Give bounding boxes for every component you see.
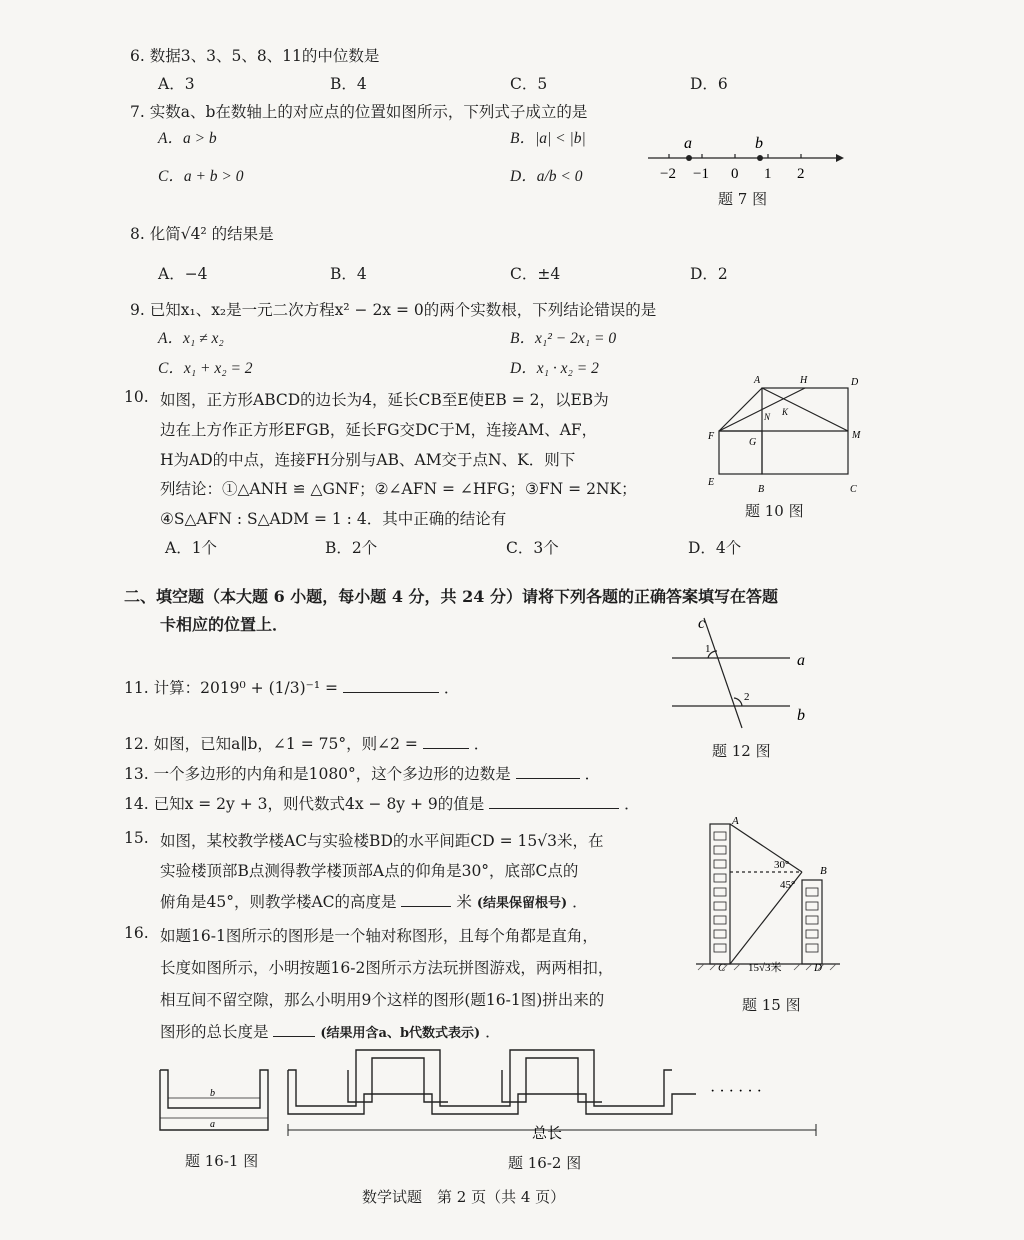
q15-label-a: A: [732, 815, 739, 827]
q10-label-h: H: [800, 375, 808, 386]
q12-stem: [124, 732, 489, 754]
q9-option-b: B．x₁² − 2x₁ = 0: [510, 330, 617, 347]
q10-option-b: B．2个: [325, 539, 378, 557]
q15-figure-caption: 题 15 图: [742, 996, 801, 1014]
q7-number: 7.: [130, 103, 145, 121]
q7-label-a: a: [684, 135, 692, 152]
q15-number: 15.: [124, 829, 149, 847]
q14-stem: [124, 792, 640, 814]
q10-label-g: G: [749, 437, 757, 448]
q8-option-a: A．−4: [158, 265, 208, 283]
q10-line-1: 如图，正方形ABCD的边长为4，延长CB至E使EB = 2，以EB为: [160, 391, 609, 409]
q8-stem: [130, 222, 274, 244]
q14-answer-blank[interactable]: [489, 794, 619, 809]
q15-label-30: 30°: [774, 859, 790, 871]
q13-number: 13.: [124, 765, 149, 783]
q16-1-label-a: a: [210, 1119, 215, 1130]
q6-option-a: A．3: [158, 75, 195, 93]
q15-label-b: B: [820, 865, 827, 877]
q16-line-4: 图形的总长度是: [160, 1023, 269, 1041]
q7-option-a: A．a > b: [158, 130, 217, 147]
q7-option-d: D．a/b < 0: [510, 168, 583, 185]
q9-option-d: D．x₁ · x₂ = 2: [510, 360, 599, 377]
q7-text: 实数a、b在数轴上的对应点的位置如图所示，下列式子成立的是: [149, 103, 588, 121]
q15-line-3: 俯角是45°，则教学楼AC的高度是: [160, 893, 397, 911]
q12-answer-blank[interactable]: [423, 734, 469, 749]
q7-tick-1: 1: [764, 166, 772, 182]
q7-option-c: C．a + b > 0: [158, 168, 244, 185]
q12-label-b: b: [797, 707, 805, 724]
section2-heading-cont: 卡相应的位置上．: [160, 615, 289, 634]
q9-option-c: C．x₁ + x₂ = 2: [158, 360, 253, 377]
q10-label-a: A: [754, 375, 761, 386]
q11-end: ．: [443, 679, 460, 697]
q8-option-c: C．±4: [510, 265, 561, 283]
q10-label-m: M: [852, 430, 861, 441]
q15-end: ．: [572, 893, 588, 911]
q16-line-3: 相互间不留空隙，那么小明用9个这样的图形(题16-1图)拼出来的: [160, 991, 605, 1009]
q7-tick-m2: −2: [660, 166, 676, 182]
q14-number: 14.: [124, 795, 149, 813]
q10-label-k: K: [782, 407, 789, 417]
q15-buildings-figure: [690, 808, 850, 988]
q13-end: ．: [584, 765, 601, 783]
q7-tick-m1: −1: [693, 166, 709, 182]
q10-label-b: B: [758, 484, 765, 495]
q10-label-d: D: [851, 377, 859, 388]
q15-note: (结果保留根号): [476, 896, 568, 911]
q12-figure-caption: 题 12 图: [712, 742, 771, 760]
q16-answer-blank[interactable]: [273, 1022, 315, 1037]
q15-label-c: C: [718, 962, 726, 974]
q15-line-2: 实验楼顶部B点测得教学楼顶部A点的仰角是30°，底部C点的: [160, 862, 579, 880]
q16-1-figure-caption: 题 16-1 图: [185, 1152, 259, 1170]
q16-note: (结果用含a、b代数式表示): [320, 1026, 481, 1041]
q12-label-2: 2: [744, 691, 750, 703]
q6-text: 数据3、3、5、8、11的中位数是: [149, 47, 380, 65]
q15-label-d: D: [814, 962, 822, 974]
q7-tick-0: 0: [731, 166, 739, 182]
q6-option-b: B．4: [330, 75, 367, 93]
q12-text: 如图，已知a∥b，∠1 = 75°，则∠2 =: [153, 735, 418, 753]
q10-label-c: C: [850, 484, 857, 495]
q6-number: 6.: [130, 47, 145, 65]
q11-stem: [124, 676, 459, 698]
q7-option-b: B．|a| < |b|: [510, 130, 586, 147]
q6-option-c: C．5: [510, 75, 548, 93]
q9-stem: [130, 298, 656, 320]
q15-label-45: 45°: [780, 879, 796, 891]
q10-option-a: A．1个: [165, 539, 218, 557]
q12-number: 12.: [124, 735, 149, 753]
q12-label-a: a: [797, 652, 805, 669]
q16-line-1: 如题16-1图所示的图形是一个轴对称图形，且每个角都是直角，: [160, 927, 598, 945]
q11-answer-blank[interactable]: [343, 678, 439, 693]
q6-stem: [130, 44, 379, 66]
q10-square-figure: [700, 370, 870, 500]
q15-line-1: 如图，某校教学楼AC与实验楼BD的水平间距CD = 15√3米，在: [160, 832, 604, 850]
q10-number: 10.: [124, 388, 149, 406]
q11-text: 计算：2019⁰ + (1/3)⁻¹ =: [153, 679, 338, 697]
q13-text: 一个多边形的内角和是1080°，这个多边形的边数是: [153, 765, 511, 783]
q10-option-d: D．4个: [688, 539, 742, 557]
q16-number: 16.: [124, 924, 149, 942]
q11-number: 11.: [124, 679, 149, 697]
q10-line-2: 边在上方作正方形EFGB，延长FG交DC于M，连接AM、AF，: [160, 421, 598, 439]
q15-label-cd-length: 15√3米: [748, 962, 782, 974]
section2-heading: 二、填空题（本大题 6 小题，每小题 4 分，共 24 分）请将下列各题的正确答案填写在答题: [124, 587, 778, 606]
q7-label-b: b: [755, 135, 763, 152]
q12-label-c: c: [698, 615, 706, 632]
q7-stem: [130, 100, 587, 122]
q16-2-dots: · · · · · ·: [710, 1083, 762, 1100]
q8-option-d: D．2: [690, 265, 728, 283]
q13-answer-blank[interactable]: [516, 764, 580, 779]
q16-end: ．: [485, 1023, 501, 1041]
q10-figure-caption: 题 10 图: [745, 502, 804, 520]
page-footer: 数学试题 第 2 页（共 4 页）: [362, 1188, 566, 1206]
q14-end: ．: [624, 795, 640, 813]
q7-number-line-figure: [640, 130, 850, 190]
q16-line-2: 长度如图所示，小明按题16-2图所示方法玩拼图游戏，两两相扣，: [160, 959, 614, 977]
q16-2-figure-caption: 题 16-2 图: [508, 1154, 582, 1172]
q7-figure-caption: 题 7 图: [718, 190, 768, 208]
q16-1-piece-figure: [150, 1060, 280, 1140]
q10-option-c: C．3个: [506, 539, 559, 557]
q9-text: 已知x₁、x₂是一元二次方程x² − 2x = 0的两个实数根，下列结论错误的是: [149, 301, 657, 319]
q12-parallel-lines-figure: [660, 612, 830, 732]
q10-line-5: ④S△AFN : S△ADM = 1 : 4．其中正确的结论有: [160, 510, 507, 528]
q8-text: 化简√4² 的结果是: [149, 225, 274, 243]
q10-label-e: E: [708, 477, 715, 488]
q14-text: 已知x = 2y + 3，则代数式4x − 8y + 9的值是: [153, 795, 485, 813]
q6-option-d: D．6: [690, 75, 728, 93]
q15-answer-blank[interactable]: [401, 892, 451, 907]
q8-option-b: B．4: [330, 265, 367, 283]
q16-line-4-wrap: [160, 1020, 501, 1042]
q7-tick-2: 2: [797, 166, 805, 182]
q16-1-label-b: b: [210, 1088, 215, 1099]
q12-end: ．: [473, 735, 490, 753]
q10-label-n: N: [764, 412, 771, 422]
q15-unit: 米: [456, 893, 472, 911]
q13-stem: [124, 762, 600, 784]
q10-label-f: F: [708, 431, 715, 442]
q15-line-3-wrap: [160, 890, 588, 912]
q10-line-4: 列结论：①△ANH ≌ △GNF；②∠AFN = ∠HFG；③FN = 2NK；: [160, 480, 637, 498]
q16-2-total-length-label: 总长: [532, 1126, 563, 1142]
q16-2-chain-figure: [280, 1046, 840, 1146]
q9-option-a: A．x₁ ≠ x₂: [158, 330, 224, 347]
q8-number: 8.: [130, 225, 145, 243]
q10-line-3: H为AD的中点，连接FH分别与AB、AM交于点N、K．则下: [160, 451, 576, 469]
q9-number: 9.: [130, 301, 145, 319]
q12-label-1: 1: [705, 643, 711, 655]
